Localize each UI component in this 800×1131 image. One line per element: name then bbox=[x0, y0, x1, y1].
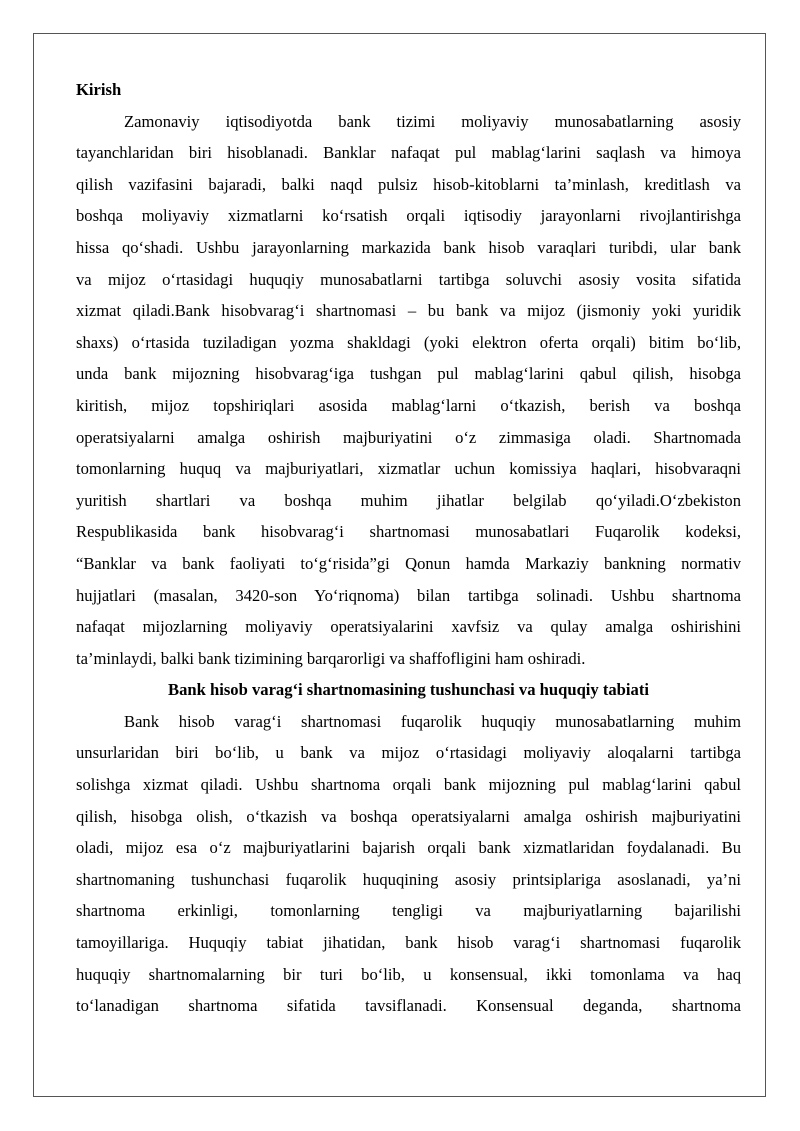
paragraph-line: Respublikasida bank hisobvarag‘i shartnomasi munosabatlari Fuqarolik kodeksi, bbox=[76, 522, 741, 542]
paragraph-line: huquqiy shartnomalarning bir turi bo‘lib, u konsensual, ikki tomonlama va haq bbox=[76, 964, 741, 984]
document-body bbox=[76, 74, 741, 1022]
intro-paragraph bbox=[76, 106, 741, 675]
paragraph-line: oladi, mijoz esa o‘z majburiyatlarini bajarish orqali bank xizmatlaridan foydalanadi. Bu bbox=[76, 838, 741, 858]
paragraph-line: qilish vazifasini bajaradi, balki naqd pulsiz hisob-kitoblarni ta’minlash, kreditlash va bbox=[76, 174, 741, 194]
paragraph-line: ta’minlaydi, balki bank tizimining barqarorligi va shaffofligini ham oshiradi. bbox=[76, 648, 586, 668]
paragraph-line: tayanchlaridan biri hisoblanadi. Banklar nafaqat pul mablag‘larini saqlash va himoya bbox=[76, 143, 741, 163]
paragraph-line: to‘lanadigan shartnoma sifatida tavsiflanadi. Konsensual deganda, shartnoma bbox=[76, 996, 741, 1016]
paragraph-line: va mijoz o‘rtasidagi huquqiy munosabatlarni tartibga soluvchi asosiy vosita sifatida bbox=[76, 269, 741, 289]
paragraph-line: boshqa moliyaviy xizmatlarni ko‘rsatish orqali iqtisodiy jarayonlarni rivojlantirishga bbox=[76, 206, 741, 226]
paragraph-line: tamoyillariga. Huquqiy tabiat jihatidan, bank hisob varag‘i shartnomasi fuqarolik bbox=[76, 933, 741, 953]
paragraph-line: solishga xizmat qiladi. Ushbu shartnoma orqali bank mijozning pul mablag‘larini qabul bbox=[76, 775, 741, 795]
paragraph-line: “Banklar va bank faoliyati to‘g‘risida”gi Qonun hamda Markaziy bankning normativ bbox=[76, 553, 741, 573]
paragraph-line: unsurlaridan biri bo‘lib, u bank va mijoz o‘rtasidagi moliyaviy aloqalarni tartibga bbox=[76, 743, 741, 763]
paragraph-line: unda bank mijozning hisobvarag‘iga tushgan pul mablag‘larini qabul qilish, hisobga bbox=[76, 364, 741, 384]
paragraph-line: hujjatlari (masalan, 3420-son Yo‘riqnoma) bilan tartibga solinadi. Ushbu shartnoma bbox=[76, 585, 741, 605]
heading-kirish: Kirish bbox=[76, 80, 122, 99]
paragraph-line: qilish, hisobga olish, o‘tkazish va boshqa operatsiyalarni amalga oshirish majburiyatini bbox=[76, 806, 741, 826]
paragraph-line: xizmat qiladi.Bank hisobvarag‘i shartnomasi – bu bank va mijoz (jismoniy yoki yuridik bbox=[76, 301, 741, 321]
paragraph-line: yuritish shartlari va boshqa muhim jihatlar belgilab qo‘yiladi.O‘zbekiston bbox=[76, 490, 741, 510]
paragraph-line: Bank hisob varag‘i shartnomasi fuqarolik huquqiy munosabatlarning muhim bbox=[124, 711, 741, 731]
section-title: Bank hisob varag‘i shartnomasining tushunchasi va huquqiy tabiati bbox=[168, 680, 649, 700]
paragraph-line: kiritish, mijoz topshiriqlari asosida mablag‘larni o‘tkazish, berish va boshqa bbox=[76, 395, 741, 415]
paragraph-line: shartnomaning tushunchasi fuqarolik huquqining asosiy printsiplariga asoslanadi, ya’ni bbox=[76, 869, 741, 889]
paragraph-line: Zamonaviy iqtisodiyotda bank tizimi moliyaviy munosabatlarning asosiy bbox=[124, 111, 741, 131]
paragraph-line: nafaqat mijozlarning moliyaviy operatsiyalarini xavfsiz va qulay amalga oshirishini bbox=[76, 617, 741, 637]
paragraph-line: shaxs) o‘rtasida tuziladigan yozma shakldagi (yoki elektron oferta orqali) bitim bo‘lib, bbox=[76, 332, 741, 352]
paragraph-line: operatsiyalarni amalga oshirish majburiyatini o‘z zimmasiga oladi. Shartnomada bbox=[76, 427, 741, 447]
section-paragraph bbox=[76, 706, 741, 1022]
paragraph-line: tomonlarning huquq va majburiyatlari, xizmatlar uchun komissiya haqlari, hisobvaraqni bbox=[76, 459, 741, 479]
paragraph-line: hissa qo‘shadi. Ushbu jarayonlarning markazida bank hisob varaqlari turibdi, ular bank bbox=[76, 237, 741, 257]
paragraph-line: shartnoma erkinligi, tomonlarning tengligi va majburiyatlarning bajarilishi bbox=[76, 901, 741, 921]
